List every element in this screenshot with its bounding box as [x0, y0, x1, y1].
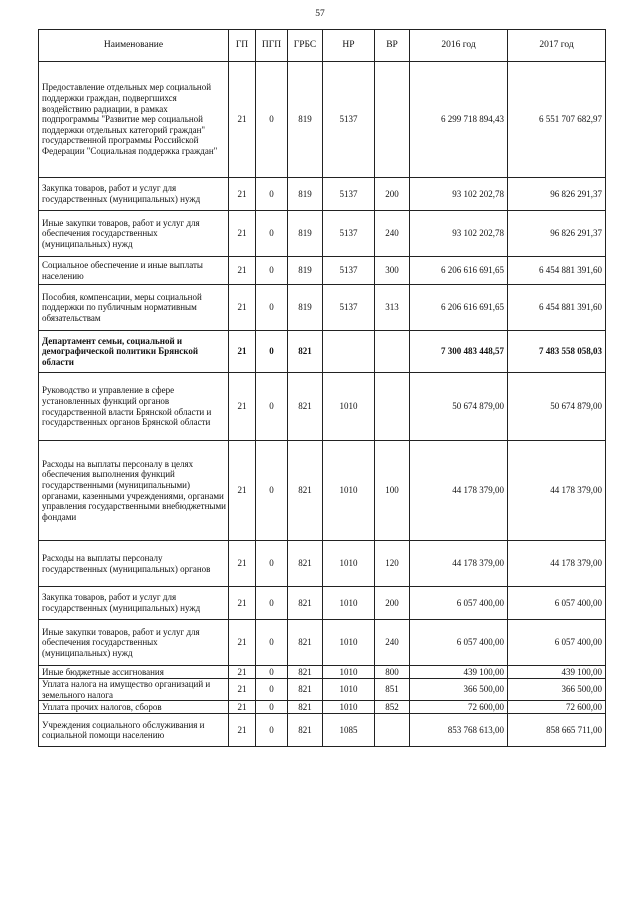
- cell-y2017: 858 665 711,00: [508, 714, 606, 747]
- cell-grbs: 821: [288, 679, 323, 701]
- cell-pgp: 0: [256, 441, 288, 541]
- cell-y2017: 50 674 879,00: [508, 373, 606, 441]
- table-row: [39, 373, 606, 441]
- cell-pgp: 0: [256, 62, 288, 178]
- cell-y2017: 6 454 881 391,60: [508, 257, 606, 285]
- cell-vr: [375, 373, 410, 441]
- table-body: [39, 62, 606, 747]
- cell-np: 5137: [323, 62, 375, 178]
- cell-vr: 300: [375, 257, 410, 285]
- cell-vr: 852: [375, 701, 410, 714]
- table-row: [39, 331, 606, 373]
- table-row: [39, 701, 606, 714]
- cell-pgp: 0: [256, 541, 288, 587]
- cell-np: 1010: [323, 441, 375, 541]
- cell-np: 5137: [323, 211, 375, 257]
- cell-pgp: 0: [256, 373, 288, 441]
- cell-np: 1010: [323, 620, 375, 666]
- cell-name: Уплата налога на имущество организаций и земельного налога: [39, 679, 229, 701]
- cell-y2017: 7 483 558 058,03: [508, 331, 606, 373]
- cell-gp: 21: [229, 587, 256, 620]
- cell-name: Пособия, компенсации, меры социальной поддержки по публичным нормативным обязательствам: [39, 285, 229, 331]
- cell-grbs: 821: [288, 701, 323, 714]
- header-grbs: ГРБС: [288, 30, 323, 62]
- cell-y2016: 7 300 483 448,57: [410, 331, 508, 373]
- cell-vr: [375, 714, 410, 747]
- cell-y2017: 6 454 881 391,60: [508, 285, 606, 331]
- cell-y2017: 366 500,00: [508, 679, 606, 701]
- cell-gp: 21: [229, 620, 256, 666]
- cell-np: 1010: [323, 373, 375, 441]
- cell-gp: 21: [229, 441, 256, 541]
- cell-grbs: 821: [288, 331, 323, 373]
- table-row: [39, 666, 606, 679]
- table-row: [39, 62, 606, 178]
- cell-y2016: 6 057 400,00: [410, 587, 508, 620]
- budget-table: [38, 29, 606, 747]
- cell-y2017: 96 826 291,37: [508, 178, 606, 211]
- cell-grbs: 821: [288, 620, 323, 666]
- cell-pgp: 0: [256, 211, 288, 257]
- table-row: [39, 257, 606, 285]
- cell-pgp: 0: [256, 701, 288, 714]
- cell-grbs: 819: [288, 211, 323, 257]
- cell-grbs: 819: [288, 62, 323, 178]
- cell-vr: 200: [375, 587, 410, 620]
- cell-vr: [375, 331, 410, 373]
- table-header-row: [39, 30, 606, 62]
- cell-y2017: 6 551 707 682,97: [508, 62, 606, 178]
- cell-y2016: 6 299 718 894,43: [410, 62, 508, 178]
- cell-name: Иные закупки товаров, работ и услуг для обеспечения государственных (муниципальных) нужд: [39, 211, 229, 257]
- cell-y2016: 44 178 379,00: [410, 541, 508, 587]
- cell-vr: 800: [375, 666, 410, 679]
- cell-gp: 21: [229, 679, 256, 701]
- table-row: [39, 679, 606, 701]
- cell-np: 5137: [323, 285, 375, 331]
- cell-np: 1010: [323, 587, 375, 620]
- cell-y2016: 72 600,00: [410, 701, 508, 714]
- cell-name: Департамент семьи, социальной и демографической политики Брянской области: [39, 331, 229, 373]
- cell-np: 1010: [323, 701, 375, 714]
- table-row: [39, 211, 606, 257]
- cell-name: Предоставление отдельных мер социальной поддержки граждан, подвергшихся воздействию радиации, в рамках подпрограммы "Развитие мер социальной поддержки отдельных категорий граждан" государственной программы Российской Федерации "Социальная поддержка граждан": [39, 62, 229, 178]
- cell-y2016: 366 500,00: [410, 679, 508, 701]
- cell-pgp: 0: [256, 679, 288, 701]
- cell-vr: 313: [375, 285, 410, 331]
- cell-name: Руководство и управление в сфере установленных функций органов государственной власти Брянской области и государственных органов Брянской области: [39, 373, 229, 441]
- cell-gp: 21: [229, 211, 256, 257]
- cell-y2017: 96 826 291,37: [508, 211, 606, 257]
- cell-name: Закупка товаров, работ и услуг для государственных (муниципальных) нужд: [39, 178, 229, 211]
- cell-grbs: 821: [288, 587, 323, 620]
- cell-name: Иные бюджетные ассигнования: [39, 666, 229, 679]
- cell-name: Уплата прочих налогов, сборов: [39, 701, 229, 714]
- cell-np: 5137: [323, 257, 375, 285]
- cell-y2016: 6 057 400,00: [410, 620, 508, 666]
- table-row: [39, 714, 606, 747]
- cell-vr: [375, 62, 410, 178]
- cell-vr: 120: [375, 541, 410, 587]
- cell-grbs: 819: [288, 285, 323, 331]
- cell-grbs: 821: [288, 541, 323, 587]
- cell-grbs: 821: [288, 441, 323, 541]
- cell-y2017: 44 178 379,00: [508, 441, 606, 541]
- cell-y2016: 439 100,00: [410, 666, 508, 679]
- cell-gp: 21: [229, 285, 256, 331]
- header-vr: ВР: [375, 30, 410, 62]
- cell-pgp: 0: [256, 666, 288, 679]
- cell-vr: 851: [375, 679, 410, 701]
- cell-y2017: 72 600,00: [508, 701, 606, 714]
- cell-name: Расходы на выплаты персоналу в целях обеспечения выполнения функций государственными (муниципальными) органами, казенными учреждениями, органами управления государственными внебюджетными фондами: [39, 441, 229, 541]
- cell-grbs: 819: [288, 178, 323, 211]
- cell-name: Расходы на выплаты персоналу государственных (муниципальных) органов: [39, 541, 229, 587]
- cell-grbs: 821: [288, 666, 323, 679]
- cell-grbs: 821: [288, 373, 323, 441]
- cell-grbs: 819: [288, 257, 323, 285]
- cell-gp: 21: [229, 701, 256, 714]
- cell-gp: 21: [229, 178, 256, 211]
- cell-gp: 21: [229, 62, 256, 178]
- cell-pgp: 0: [256, 714, 288, 747]
- header-2017: 2017 год: [508, 30, 606, 62]
- cell-vr: 200: [375, 178, 410, 211]
- cell-name: Иные закупки товаров, работ и услуг для обеспечения государственных (муниципальных) нужд: [39, 620, 229, 666]
- cell-vr: 240: [375, 620, 410, 666]
- cell-name: Закупка товаров, работ и услуг для государственных (муниципальных) нужд: [39, 587, 229, 620]
- cell-y2016: 6 206 616 691,65: [410, 285, 508, 331]
- cell-gp: 21: [229, 714, 256, 747]
- table-row: [39, 178, 606, 211]
- cell-vr: 240: [375, 211, 410, 257]
- header-2016: 2016 год: [410, 30, 508, 62]
- cell-y2017: 439 100,00: [508, 666, 606, 679]
- cell-y2016: 50 674 879,00: [410, 373, 508, 441]
- cell-np: 1010: [323, 541, 375, 587]
- cell-gp: 21: [229, 541, 256, 587]
- cell-pgp: 0: [256, 178, 288, 211]
- cell-grbs: 821: [288, 714, 323, 747]
- cell-np: 5137: [323, 178, 375, 211]
- cell-pgp: 0: [256, 257, 288, 285]
- cell-pgp: 0: [256, 587, 288, 620]
- cell-y2016: 93 102 202,78: [410, 178, 508, 211]
- table-row: [39, 541, 606, 587]
- table-row: [39, 441, 606, 541]
- table-row: [39, 620, 606, 666]
- header-np: НР: [323, 30, 375, 62]
- header-gp: ГП: [229, 30, 256, 62]
- header-pgp: ПГП: [256, 30, 288, 62]
- table-row: [39, 587, 606, 620]
- cell-np: 1010: [323, 679, 375, 701]
- cell-y2017: 6 057 400,00: [508, 620, 606, 666]
- cell-y2016: 853 768 613,00: [410, 714, 508, 747]
- header-name: Наименование: [39, 30, 229, 62]
- cell-np: 1085: [323, 714, 375, 747]
- cell-y2016: 93 102 202,78: [410, 211, 508, 257]
- cell-gp: 21: [229, 666, 256, 679]
- cell-gp: 21: [229, 257, 256, 285]
- cell-np: 1010: [323, 666, 375, 679]
- cell-pgp: 0: [256, 620, 288, 666]
- cell-name: Социальное обеспечение и иные выплаты населению: [39, 257, 229, 285]
- cell-gp: 21: [229, 373, 256, 441]
- cell-vr: 100: [375, 441, 410, 541]
- page-number: 57: [315, 9, 325, 19]
- cell-y2017: 6 057 400,00: [508, 587, 606, 620]
- cell-y2016: 6 206 616 691,65: [410, 257, 508, 285]
- cell-y2016: 44 178 379,00: [410, 441, 508, 541]
- cell-name: Учреждения социального обслуживания и социальной помощи населению: [39, 714, 229, 747]
- table-row: [39, 285, 606, 331]
- cell-gp: 21: [229, 331, 256, 373]
- cell-np: [323, 331, 375, 373]
- cell-y2017: 44 178 379,00: [508, 541, 606, 587]
- cell-pgp: 0: [256, 285, 288, 331]
- cell-pgp: 0: [256, 331, 288, 373]
